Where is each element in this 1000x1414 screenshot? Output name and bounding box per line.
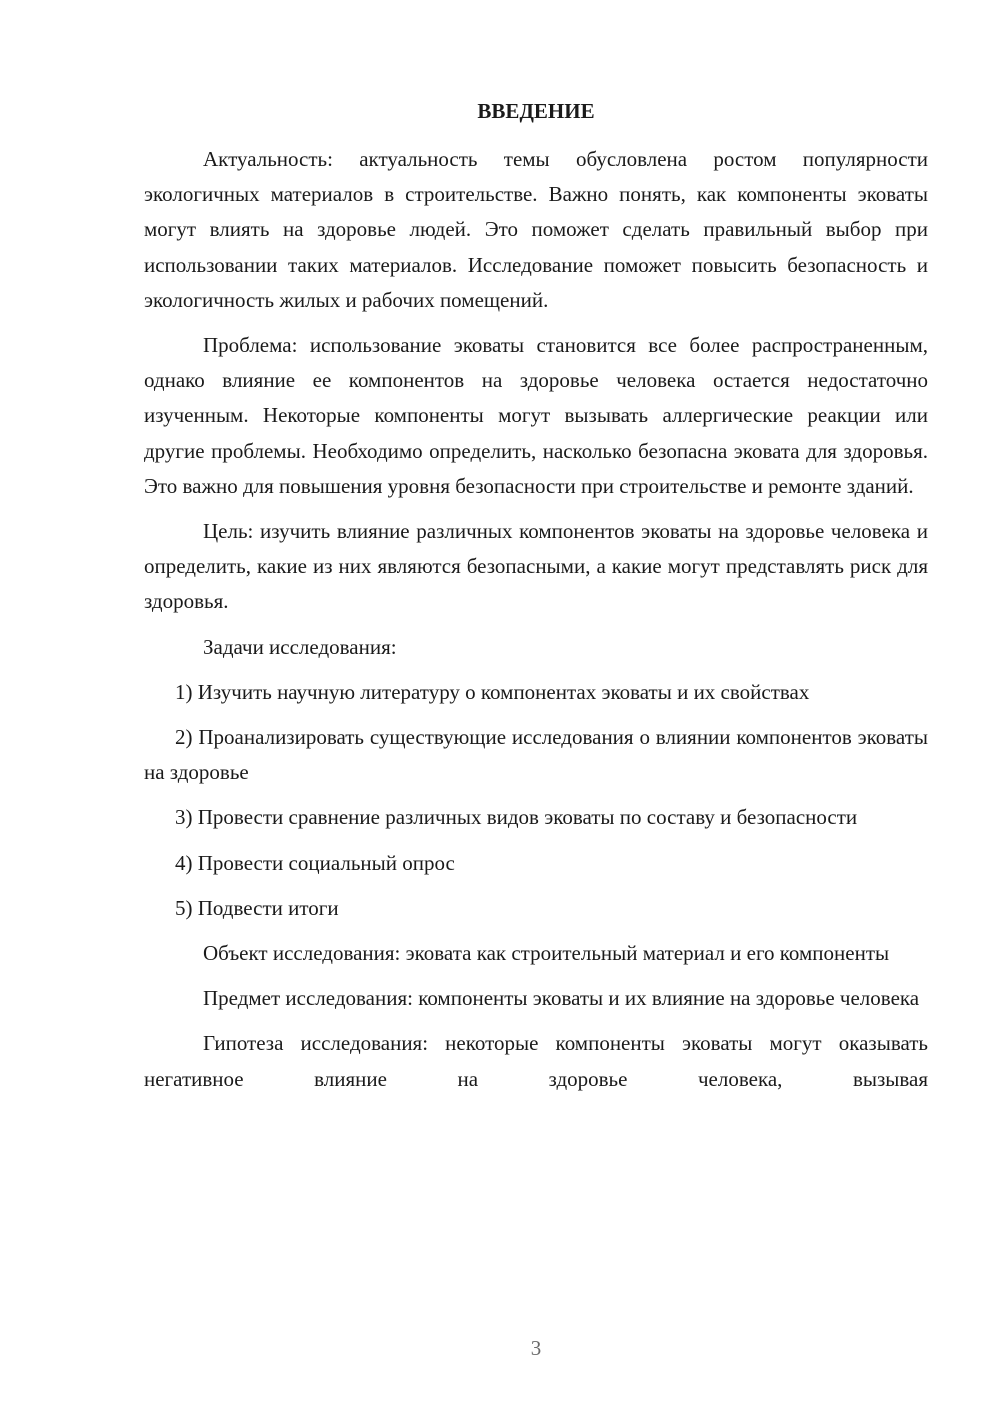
task-item-5: 5) Подвести итоги — [175, 895, 339, 920]
paragraph-subject: Предмет исследования: компоненты эковаты и их влияние на здоровье человека — [203, 986, 920, 1011]
paragraph-relevance: Актуальность: актуальность темы обусловлена ростом популярности экологичных материалов в строительстве. Важно понять, как компоненты эковаты могут влиять на здоровье людей. Это поможет сделать правильный выбор при использовании таких материалов. Исследование поможет повысить безопасность и экологичность жилых и рабочих помещений. — [144, 147, 928, 312]
task-item-2: 2) Проанализировать существующие исследования о влиянии компонентов эковаты на здоровье — [144, 725, 928, 785]
task-item-1: 1) Изучить научную литературу о компонентах эковаты и их свойствах — [175, 679, 810, 704]
paragraph-hypothesis: Гипотеза исследования: некоторые компоненты эковаты могут оказывать негативное влияние на здоровье человека, вызывая — [144, 1031, 928, 1091]
page-number: 3 — [530, 1336, 542, 1360]
document-body — [144, 142, 928, 1097]
paragraph-problem: Проблема: использование эковаты становится все более распространенным, однако влияние ее компонентов на здоровье человека остается недостаточно изученным. Некоторые компоненты могут вызывать аллергические реакции или другие проблемы. Необходимо определить, насколько безопасна эковата для здоровья. Это важно для повышения уровня безопасности при строительстве и ремонте зданий. — [144, 333, 928, 498]
task-item-4: 4) Провести социальный опрос — [175, 850, 455, 875]
task-item-3: 3) Провести сравнение различных видов эковаты по составу и безопасности — [175, 805, 858, 830]
paragraph-object: Объект исследования: эковата как строительный материал и его компоненты — [203, 941, 890, 966]
paragraph-goal: Цель: изучить влияние различных компонентов эковаты на здоровье человека и определить, какие из них являются безопасными, а какие могут представлять риск для здоровья. — [144, 519, 928, 614]
page-title: ВВЕДЕНИЕ — [477, 99, 595, 123]
paragraph-tasks-heading: Задачи исследования: — [203, 634, 397, 659]
